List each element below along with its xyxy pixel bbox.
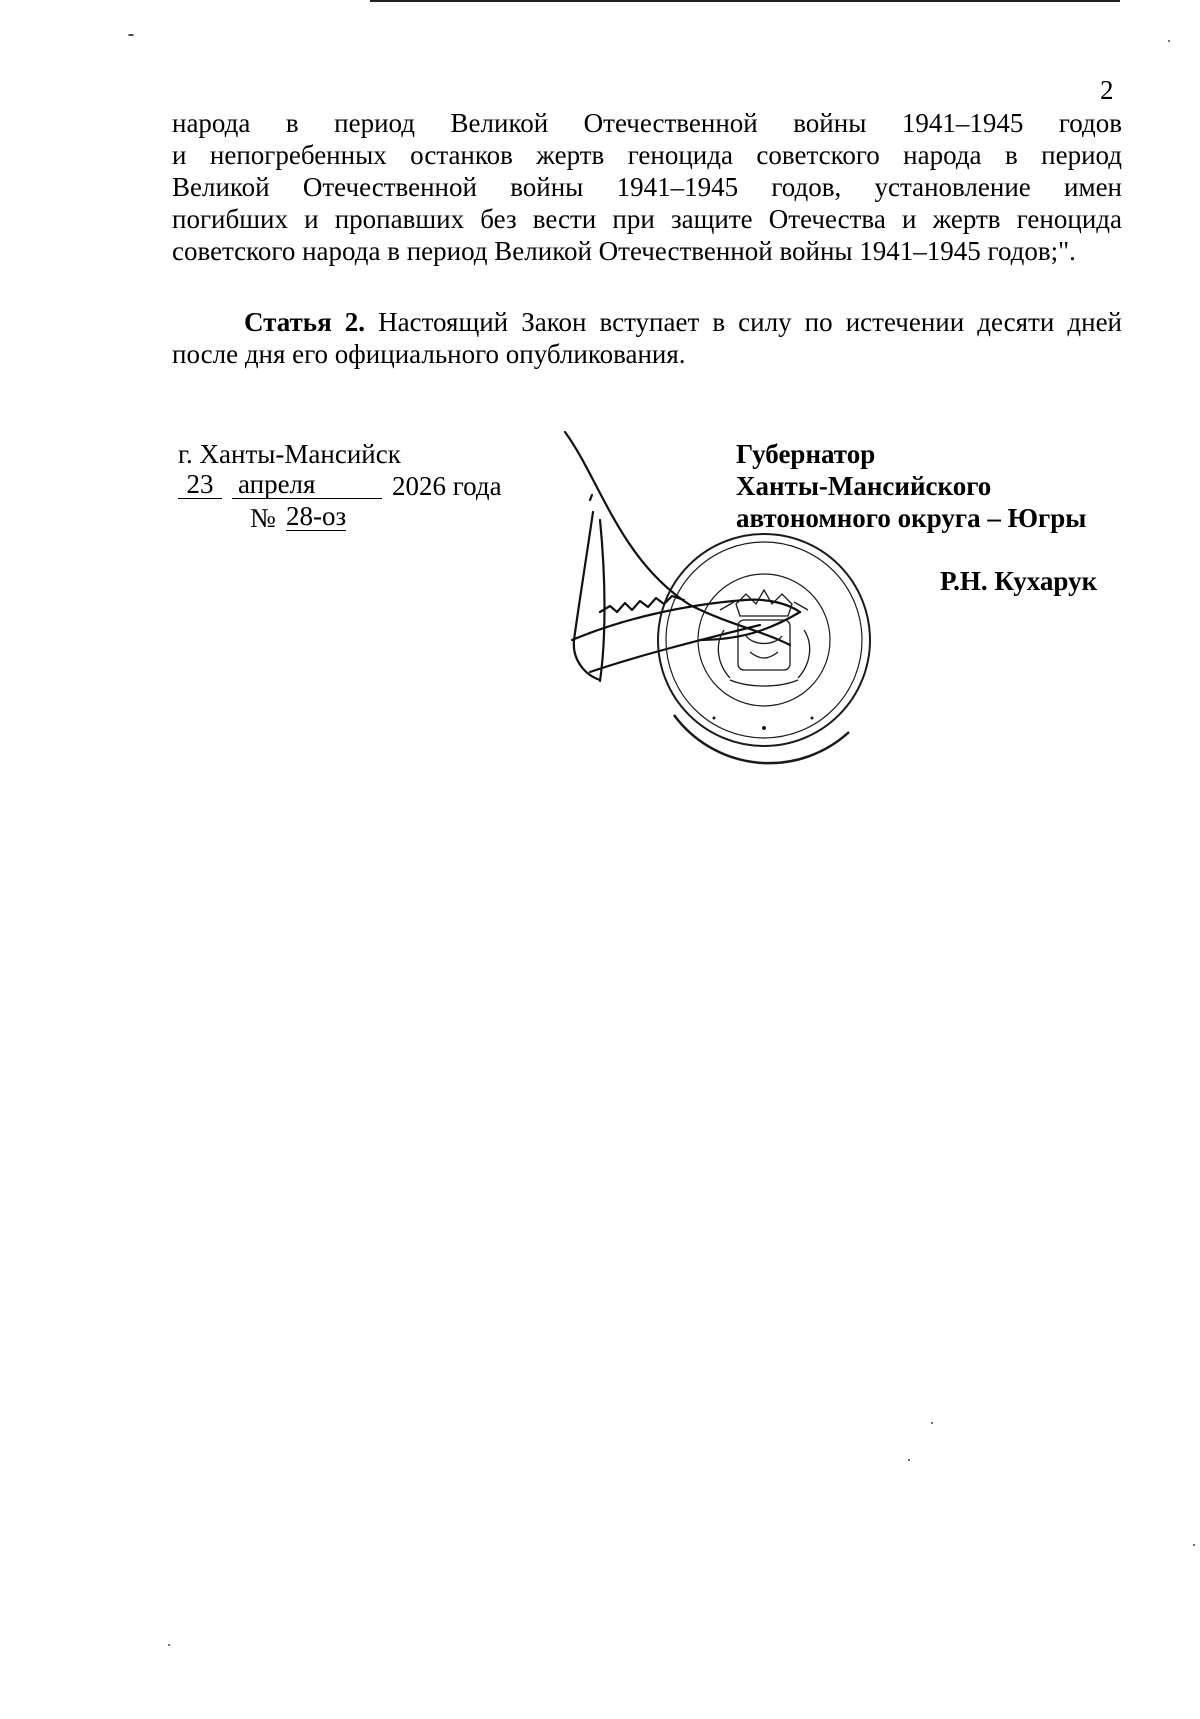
paragraph-line: Великой Отечественной войны 1941–1945 годов, установление имен	[172, 172, 1122, 202]
law-number: 28-оз	[286, 501, 347, 531]
paragraph-line: народа в период Великой Отечественной войны 1941–1945 годов	[172, 108, 1122, 138]
number-sign: №	[250, 503, 276, 533]
paragraph-line: и непогребенных останков жертв геноцида советского народа в период	[172, 140, 1122, 170]
paragraph-continuation	[172, 107, 1122, 267]
scan-speck	[908, 1459, 910, 1461]
date-day: 23	[178, 470, 222, 499]
scan-speck	[128, 34, 134, 36]
official-seal	[658, 534, 870, 763]
place-date-block	[178, 438, 518, 534]
governor-title-line: автономного округа – Югры	[736, 503, 1087, 533]
article-2-line	[172, 306, 1122, 338]
scan-edge-line	[370, 0, 1120, 2]
article-2	[172, 306, 1122, 370]
place: г. Ханты-Мансийск	[178, 439, 401, 469]
governor-title	[736, 438, 1086, 534]
article-2-line: после дня его официального опубликования.	[172, 339, 686, 369]
article-2-text: Настоящий Закон вступает в силу по истечении десяти дней	[378, 307, 1123, 337]
page-number: 2	[1100, 75, 1114, 105]
date-line	[178, 470, 518, 502]
scan-speck	[931, 1422, 933, 1424]
governor-title-line: Ханты-Мансийского	[736, 471, 992, 501]
date-year: 2026 года	[392, 471, 502, 501]
scan-speck	[168, 1644, 170, 1646]
paragraph-line: советского народа в период Великой Отечественной войны 1941–1945 годов;".	[172, 236, 1076, 266]
paragraph-line: погибших и пропавших без вести при защите Отечества и жертв геноцида	[172, 204, 1122, 234]
scan-speck	[1168, 40, 1170, 42]
date-month: апреля	[232, 470, 382, 499]
scan-speck	[1193, 1544, 1195, 1546]
governor-name: Р.Н. Кухарук	[940, 566, 1098, 596]
governor-title-line: Губернатор	[736, 439, 876, 469]
article-2-label: Статья 2.	[244, 307, 366, 337]
law-number-line	[178, 502, 518, 534]
